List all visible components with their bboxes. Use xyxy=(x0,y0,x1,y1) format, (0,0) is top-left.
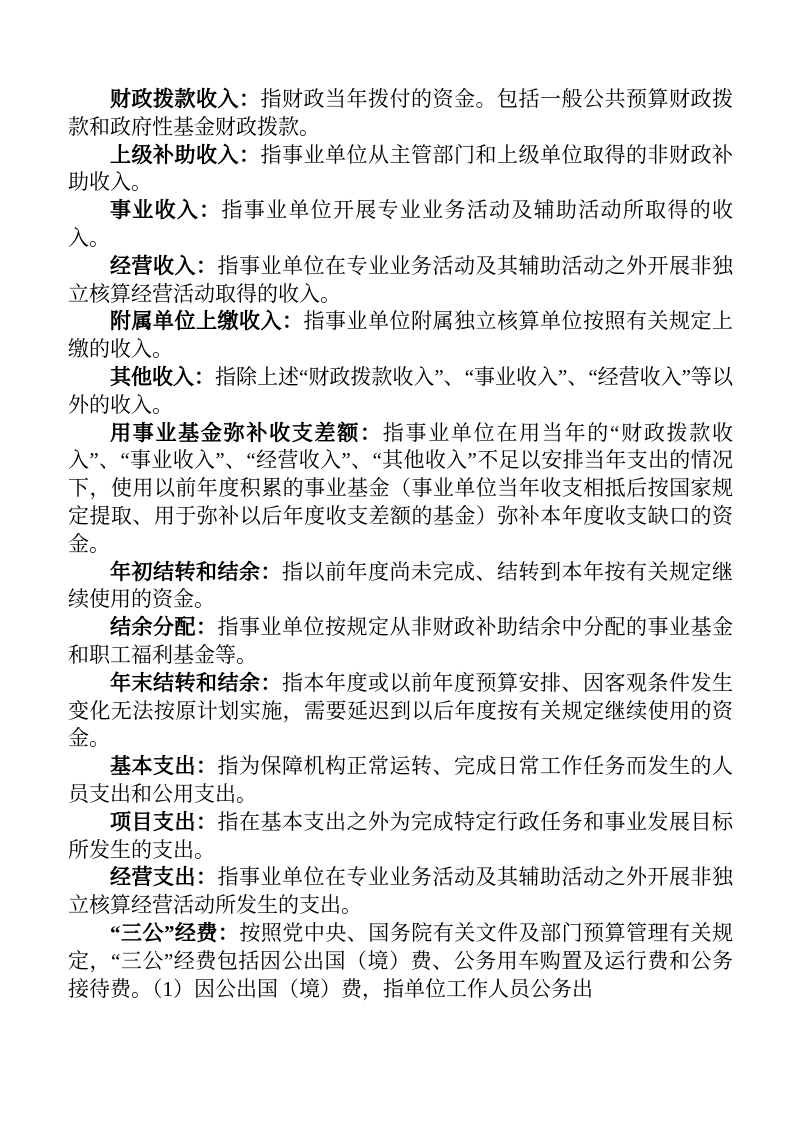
definition-other-income: 指除上述“财政拨款收入”、“事业收入”、“经营收入”等以外的收入。 xyxy=(68,364,733,417)
term-business-expenditure: 经营支出： xyxy=(110,865,218,890)
para-superior-subsidy-income xyxy=(68,142,733,198)
para-basic-expenditure xyxy=(68,753,733,809)
term-fund-deficit-coverage: 用事业基金弥补收支差额： xyxy=(110,420,383,445)
para-beginning-year-carryover xyxy=(68,559,733,615)
para-three-public-funds xyxy=(68,920,733,1003)
definition-affiliated-unit-remittance-income: 指事业单位附属独立核算单位按照有关规定上缴的收入。 xyxy=(68,309,733,362)
definition-basic-expenditure: 指为保障机构正常运转、完成日常工作任务而发生的人员支出和公用支出。 xyxy=(68,754,733,806)
definition-superior-subsidy-income: 指事业单位从主管部门和上级单位取得的非财政补助收入。 xyxy=(68,142,733,195)
definition-fiscal-appropriation-income: 指财政当年拨付的资金。包括一般公共预算财政拨款和政府性基金财政拨款。 xyxy=(68,87,733,139)
term-basic-expenditure: 基本支出： xyxy=(110,754,218,779)
para-year-end-carryover xyxy=(68,670,733,753)
para-business-income xyxy=(68,253,733,309)
term-other-income: 其他收入： xyxy=(110,364,216,389)
para-fund-deficit-coverage xyxy=(68,420,733,559)
para-fiscal-appropriation-income xyxy=(68,86,733,142)
definition-fund-deficit-coverage: 指事业单位在用当年的“财政拨款收入”、“事业收入”、“经营收入”、“其他收入”不足以安排当年支出的情况下，使用以前年度积累的事业基金（事业单位当年收支相抵后按国家规定提取、用于弥补以后年度收支差额的基金）弥补本年度收支缺口的资金。 xyxy=(68,420,733,556)
para-affiliated-unit-remittance-income xyxy=(68,308,733,364)
term-beginning-year-carryover: 年初结转和结余： xyxy=(110,559,282,584)
para-project-expenditure xyxy=(68,809,733,865)
definition-business-expenditure: 指事业单位在专业业务活动及其辅助活动之外开展非独立核算经营活动所发生的支出。 xyxy=(68,865,733,918)
term-fiscal-appropriation-income: 财政拨款收入： xyxy=(110,87,261,111)
term-three-public-funds: “三公”经费： xyxy=(110,920,240,945)
para-surplus-distribution xyxy=(68,614,733,670)
para-operational-income xyxy=(68,197,733,253)
para-business-expenditure xyxy=(68,864,733,920)
definition-surplus-distribution: 指事业单位按规定从非财政补助结余中分配的事业基金和职工福利基金等。 xyxy=(68,615,733,667)
definition-beginning-year-carryover: 指以前年度尚未完成、结转到本年按有关规定继续使用的资金。 xyxy=(68,559,733,612)
term-project-expenditure: 项目支出： xyxy=(110,809,218,834)
definition-year-end-carryover: 指本年度或以前年度预算安排、因客观条件发生变化无法按原计划实施，需要延迟到以后年度按有关规定继续使用的资金。 xyxy=(68,670,733,751)
definition-business-income: 指事业单位在专业业务活动及其辅助活动之外开展非独立核算经营活动取得的收入。 xyxy=(68,253,733,306)
term-surplus-distribution: 结余分配： xyxy=(110,615,218,640)
term-superior-subsidy-income: 上级补助收入： xyxy=(110,142,261,167)
term-operational-income: 事业收入： xyxy=(110,198,222,223)
definition-operational-income: 指事业单位开展专业业务活动及辅助活动所取得的收入。 xyxy=(68,198,734,250)
definition-project-expenditure: 指在基本支出之外为完成特定行政任务和事业发展目标所发生的支出。 xyxy=(68,809,733,862)
para-other-income xyxy=(68,364,733,420)
term-business-income: 经营收入： xyxy=(110,253,218,278)
definition-three-public-funds: 按照党中央、国务院有关文件及部门预算管理有关规定，“三公”经费包括因公出国（境）费、公务用车购置及运行费和公务接待费。（1）因公出国（境）费，指单位工作人员公务出 xyxy=(68,920,734,1001)
term-affiliated-unit-remittance-income: 附属单位上缴收入： xyxy=(110,309,304,334)
term-year-end-carryover: 年末结转和结余： xyxy=(110,670,282,695)
